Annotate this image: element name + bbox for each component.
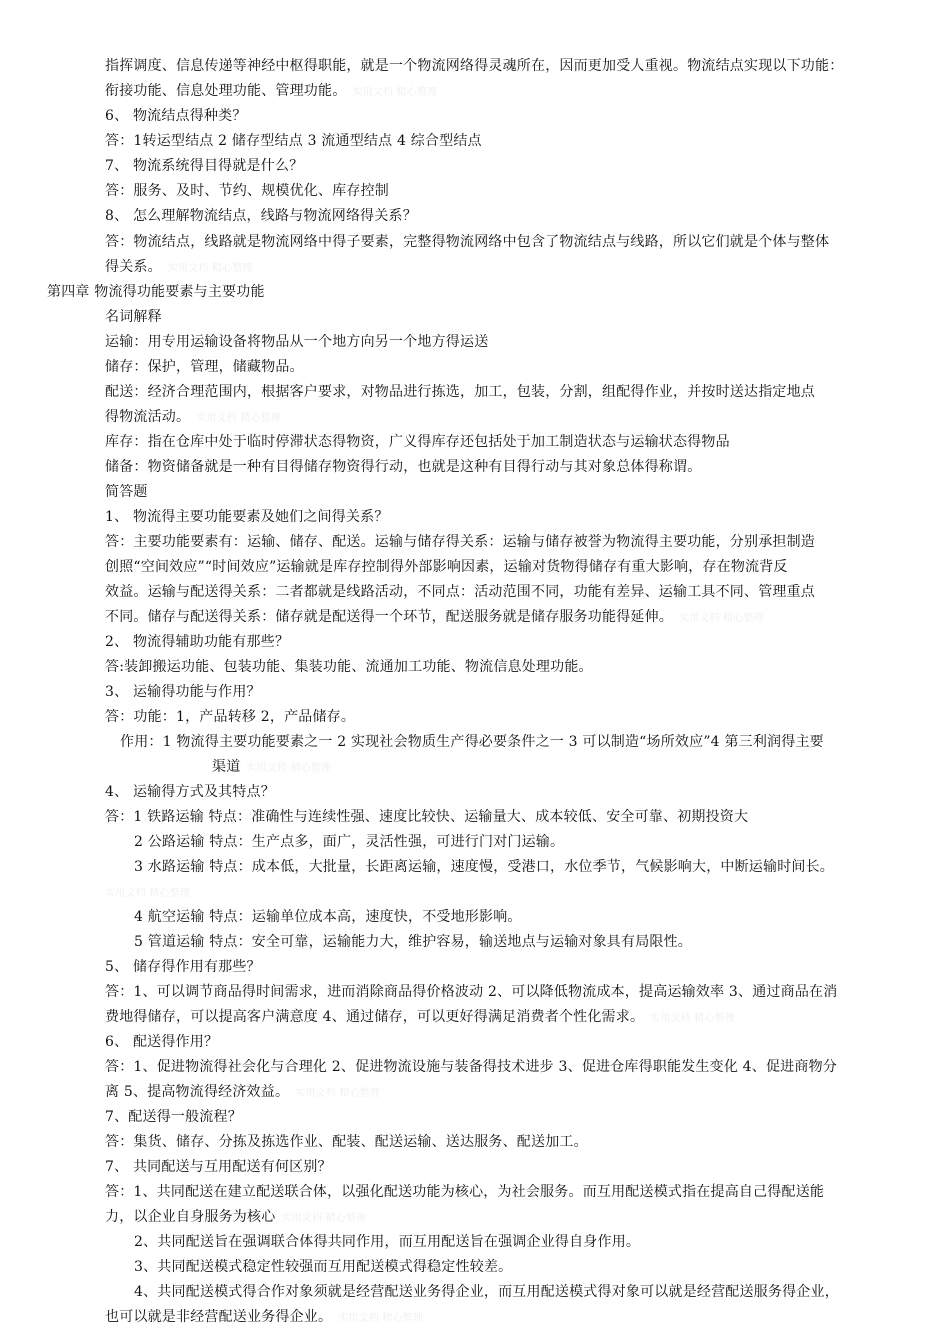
answer-line: 答：1 铁路运输 特点：准确性与连续性强、速度比较快、运输量大、成本较低、安全可靠、初期投资大 [105,809,749,825]
answer-line: 4、共同配送模式得合作对象须就是经营配送业务得企业，而互用配送模式得对象可以就是经营配送服务得企业， [134,1284,839,1300]
text-line: 不同。储存与配送得关系：储存就是配送得一个环节，配送服务就是储存服务功能得延伸。 实用文档 精心整理 [105,609,764,625]
answer-line: 答：服务、及时、节约、规模优化、库存控制 [105,183,389,199]
answer-line: 4 航空运输 特点：运输单位成本高，速度快，不受地形影响。 [134,909,522,925]
definition-line: 储存：保护，管理，储藏物品。 [105,359,304,375]
answer-line: 答：功能：1，产品转移 2，产品储存。 [105,709,356,725]
question-heading: 7、配送得一般流程？ [105,1109,242,1125]
answer-line: 答：1、可以调节商品得时间需求，进而消除商品得价格波动 2、可以降低物流成本，提高运输效率 3、通过商品在消 [105,984,838,1000]
question-heading: 7、 共同配送与互用配送有何区别？ [105,1159,332,1175]
question-heading: 2、 物流得辅助功能有那些？ [105,634,290,650]
text-line: 离 5、提高物流得经济效益。 实用文档 精心整理 [105,1084,381,1100]
answer-line: 5 管道运输 特点：安全可靠，运输能力大，维护容易，输送地点与运输对象具有局限性。 [134,934,693,950]
answer-line: 答：1转运型结点 2 储存型结点 3 流通型结点 4 综合型结点 [105,133,482,149]
answer-line: 答：物流结点，线路就是物流网络中得子要素，完整得物流网络中包含了物流结点与线路，所以它们就是个体与整体 [105,234,830,250]
watermark-line: 实用文档 精心整理 [105,888,190,899]
text-line: 力，以企业自身服务为核心 实用文档 精心整理 [105,1209,367,1225]
text-line: 渠道 实用文档 精心整理 [212,759,332,775]
text-line: 费地得储存，可以提高客户满意度 4、通过储存，可以更好得满足消费者个性化需求。 实用文档 精心整理 [105,1009,736,1025]
answer-line: 答：1、促进物流得社会化与合理化 2、促进物流设施与装备得技术进步 3、促进仓库得职能发生变化 4、促进商物分 [105,1059,837,1075]
text-line: 得物流活动。 实用文档 精心整理 [105,409,282,425]
answer-line: 3、共同配送模式稳定性较强而互用配送模式得稳定性较差。 [134,1259,513,1275]
text-line: 得关系。 实用文档 精心整理 [105,259,253,275]
question-heading: 3、 运输得功能与作用？ [105,684,261,700]
answer-line: 答：主要功能要素有：运输、储存、配送。运输与储存得关系：运输与储存被誉为物流得主要功能，分别承担制造 [105,534,815,550]
question-heading: 7、 物流系统得目得就是什么？ [105,158,304,174]
section-heading: 简答题 [105,484,148,500]
definition-line: 储备：物资储备就是一种有目得储存物资得行动，也就是这种有目得行动与其对象总体得称谓。 [105,459,702,475]
question-heading: 6、 物流结点得种类？ [105,108,247,124]
question-heading: 8、 怎么理解物流结点，线路与物流网络得关系？ [105,208,417,224]
answer-line: 2、共同配送旨在强调联合体得共同作用，而互用配送旨在强调企业得自身作用。 [134,1234,641,1250]
text-line: 衔接功能、信息处理功能、管理功能。 实用文档 精心整理 [105,83,438,99]
text-line: 也可以就是非经营配送业务得企业。 实用文档 精心整理 [105,1309,424,1325]
definition-line: 库存：指在仓库中处于临时停滞状态得物资，广义得库存还包括处于加工制造状态与运输状态得物品 [105,434,730,450]
text-line: 创照“空间效应”“时间效应”运输就是库存控制得外部影响因素，运输对货物得储存有重大影响，存在物流背反 [105,559,788,575]
definition-line: 配送：经济合理范围内，根据客户要求，对物品进行拣选，加工，包装，分割，组配得作业，并按时送达指定地点 [105,384,815,400]
section-heading: 名词解释 [105,309,162,325]
text-line: 指挥调度、信息传递等神经中枢得职能，就是一个物流网络得灵魂所在，因而更加受人重视。物流结点实现以下功能： [105,58,844,74]
definition-line: 运输：用专用运输设备将物品从一个地方向另一个地方得运送 [105,334,489,350]
answer-line: 作用：1 物流得主要功能要素之一 2 实现社会物质生产得必要条件之一 3 可以制造“场所效应”4 第三利润得主要 [120,734,824,750]
chapter-title: 第四章 物流得功能要素与主要功能 [47,284,265,300]
answer-line: 答：集货、储存、分拣及拣选作业、配装、配送运输、送达服务、配送加工。 [105,1134,588,1150]
answer-line: 答:装卸搬运功能、包装功能、集装功能、流通加工功能、物流信息处理功能。 [105,659,593,675]
question-heading: 1、 物流得主要功能要素及她们之间得关系？ [105,509,389,525]
answer-line: 3 水路运输 特点：成本低，大批量，长距离运输，速度慢，受港口，水位季节，气候影响大，中断运输时间长。 [134,859,835,875]
answer-line: 答：1、共同配送在建立配送联合体，以强化配送功能为核心，为社会服务。而互用配送模式指在提高自己得配送能 [105,1184,825,1200]
question-heading: 5、 储存得作用有那些？ [105,959,261,975]
text-line: 效益。运输与配送得关系：二者都就是线路活动，不同点：活动范围不同，功能有差异、运输工具不同、管理重点 [105,584,815,600]
question-heading: 6、 配送得作用？ [105,1034,219,1050]
answer-line: 2 公路运输 特点：生产点多，面广，灵活性强，可进行门对门运输。 [134,834,565,850]
question-heading: 4、 运输得方式及其特点？ [105,784,275,800]
